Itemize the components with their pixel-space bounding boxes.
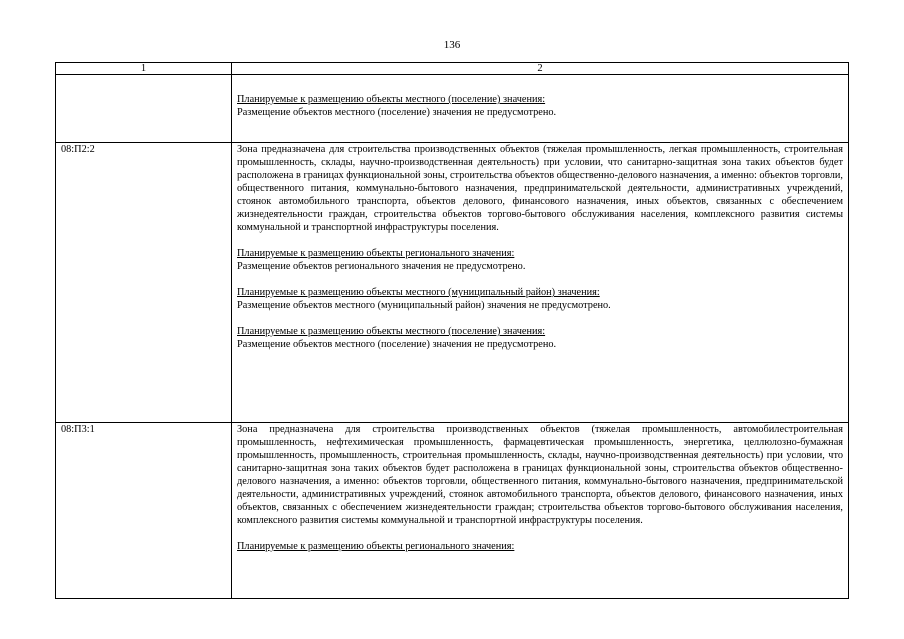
plan-text: Размещение объектов регионального значения не предусмотрено. bbox=[237, 261, 526, 272]
spacer bbox=[237, 273, 843, 286]
plan-block bbox=[237, 93, 843, 119]
zone-description: Зона предназначена для строительства производственных объектов (тяжелая промышленность, легкая промышленность, строительная промышленность, склады, научно-производственная деятельность) при условии, что санитарно-защитная зона таких объектов будет расположена в границах функциональной зоны, строительства объектов общественно-делового назначения, а именно: объектов торговли, общественного питания, коммунально-бытового назначения, предпринимательской деятельности, административных учреждений, стоянок автомобильного транспорта, объектов делового, финансового назначения, иных объектов, связанных с обеспечением жизнедеятельности граждан, строительства объектов торгово-бытового обслуживания населения, комплексного развития системы коммунальной и транспортной инфраструктуры поселения. bbox=[237, 144, 843, 233]
plan-heading: Планируемые к размещению объекты местного (поселение) значения: bbox=[237, 326, 546, 337]
plan-block bbox=[237, 247, 843, 273]
spacer bbox=[237, 75, 843, 93]
table-header-row bbox=[56, 63, 849, 75]
zone-code: 08:П2:2 bbox=[56, 143, 232, 423]
page-number: 136 bbox=[443, 39, 461, 51]
plan-block bbox=[237, 540, 843, 553]
zone-code bbox=[56, 75, 232, 143]
table-row bbox=[56, 143, 849, 423]
zone-code: 08:П3:1 bbox=[56, 423, 232, 599]
plan-block bbox=[237, 286, 843, 312]
table-row bbox=[56, 75, 849, 143]
zone-description: Зона предназначена для строительства производственных объектов (тяжелая промышленность, автомобилестроительная промышленность, нефтехимическая промышленность, фармацевтическая промышленность, энергетика, целлюлозно-бумажная промышленность, промышленность, строительная промышленность, склады, научно-производственная деятельность) при условии, что санитарно-защитная зона таких объектов будет расположена в границах функциональной зоны, строительства объектов общественно-делового назначения, а именно: объектов торговли, общественного питания, коммунально-бытового назначения, предпринимательской деятельности, административных учреждений, стоянок автомобильного транспорта, объектов делового, финансового назначения, иных объектов, связанных с обеспечением жизнедеятельности граждан; строительства объектов торгово-бытового обслуживания населения, комплексного развития системы коммунальной и транспортной инфраструктуры поселения. bbox=[237, 424, 843, 526]
column-header-2: 2 bbox=[232, 63, 849, 75]
column-header-1: 1 bbox=[56, 63, 232, 75]
plan-heading: Планируемые к размещению объекты регионального значения: bbox=[237, 541, 515, 552]
zones-table bbox=[55, 62, 849, 599]
plan-block bbox=[237, 325, 843, 351]
plan-heading: Планируемые к размещению объекты местного (муниципальный район) значения: bbox=[237, 287, 600, 298]
plan-text: Размещение объектов местного (муниципальный район) значения не предусмотрено. bbox=[237, 300, 611, 311]
plan-heading: Планируемые к размещению объекты местного (поселение) значения: bbox=[237, 94, 546, 105]
plan-text: Размещение объектов местного (поселение) значения не предусмотрено. bbox=[237, 339, 557, 350]
table-row bbox=[56, 423, 849, 599]
spacer bbox=[237, 234, 843, 247]
plan-text: Размещение объектов местного (поселение) значения не предусмотрено. bbox=[237, 107, 557, 118]
plan-heading: Планируемые к размещению объекты регионального значения: bbox=[237, 248, 515, 259]
zone-description-cell bbox=[232, 75, 849, 143]
spacer bbox=[237, 312, 843, 325]
zone-description-cell bbox=[232, 143, 849, 423]
zone-description-cell bbox=[232, 423, 849, 599]
spacer bbox=[237, 527, 843, 540]
